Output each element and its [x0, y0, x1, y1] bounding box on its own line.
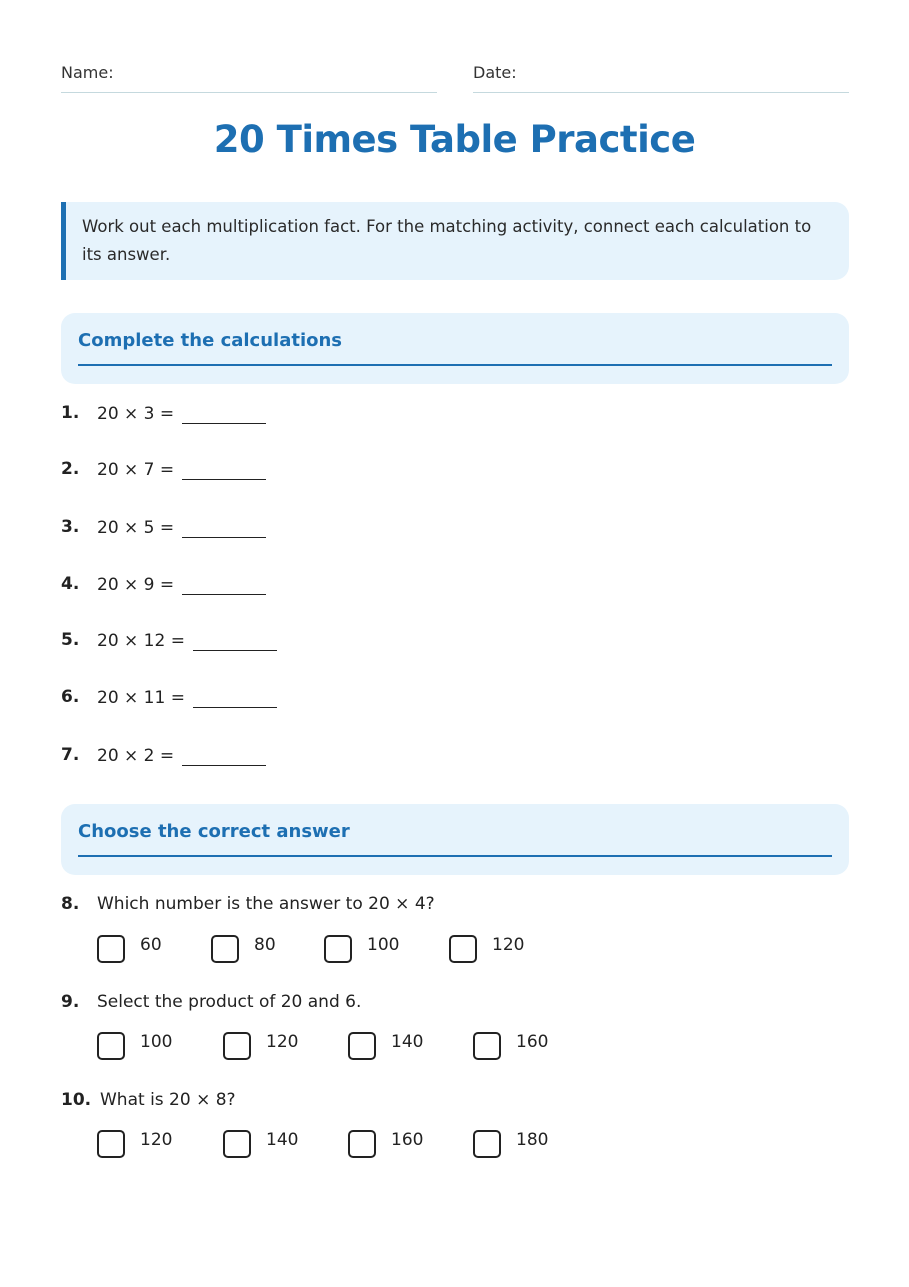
- section-choose-answer: [61, 804, 849, 875]
- question-item: [61, 992, 361, 1012]
- calculation-expression: 20 × 5 =: [97, 518, 175, 538]
- answer-blank[interactable]: [193, 630, 277, 651]
- checkbox-icon[interactable]: [223, 1032, 251, 1060]
- instructions-box: [61, 202, 849, 280]
- section-divider: [78, 855, 832, 857]
- section-heading: Complete the calculations: [78, 330, 343, 351]
- checkbox-icon[interactable]: [223, 1130, 251, 1158]
- option-label: 160: [516, 1032, 549, 1052]
- checkbox-icon[interactable]: [473, 1130, 501, 1158]
- checkbox-icon[interactable]: [97, 1032, 125, 1060]
- item-number: 10.: [61, 1090, 92, 1110]
- name-field[interactable]: [61, 62, 437, 93]
- option-label: 120: [140, 1130, 173, 1150]
- page-title: 20 Times Table Practice: [213, 118, 696, 161]
- section-heading: Choose the correct answer: [78, 821, 350, 842]
- calculation-expression: 20 × 2 =: [97, 746, 175, 766]
- item-number: 5.: [61, 630, 80, 650]
- item-number: 9.: [61, 992, 80, 1012]
- calculation-expression: 20 × 7 =: [97, 460, 175, 480]
- checkbox-icon[interactable]: [449, 935, 477, 963]
- checkbox-icon[interactable]: [97, 1130, 125, 1158]
- option-label: 120: [492, 935, 525, 955]
- question-text: What is 20 × 8?: [100, 1090, 236, 1110]
- student-info: [61, 62, 849, 92]
- item-number: 3.: [61, 517, 80, 537]
- item-number: 2.: [61, 459, 80, 479]
- answer-blank[interactable]: [182, 574, 266, 595]
- question-item: [61, 1090, 236, 1110]
- item-number: 6.: [61, 687, 80, 707]
- question-text: Select the product of 20 and 6.: [97, 992, 362, 1012]
- instructions-text: Work out each multiplication fact. For the matching activity, connect each calculation to its answer.: [82, 217, 812, 264]
- question-item: [61, 894, 435, 914]
- answer-blank[interactable]: [182, 745, 266, 766]
- checkbox-icon[interactable]: [211, 935, 239, 963]
- calculation-expression: 20 × 3 =: [97, 404, 175, 424]
- answer-blank[interactable]: [182, 517, 266, 538]
- option-label: 140: [266, 1130, 299, 1150]
- date-field[interactable]: [473, 62, 849, 93]
- date-label: Date:: [473, 63, 517, 82]
- calculation-expression: 20 × 11 =: [97, 688, 185, 708]
- option-label: 160: [391, 1130, 424, 1150]
- option-label: 140: [391, 1032, 424, 1052]
- question-text: Which number is the answer to 20 × 4?: [97, 894, 435, 914]
- checkbox-icon[interactable]: [348, 1032, 376, 1060]
- item-number: 8.: [61, 894, 80, 914]
- section-divider: [78, 364, 832, 366]
- item-number: 4.: [61, 574, 80, 594]
- item-number: 1.: [61, 403, 80, 423]
- answer-blank[interactable]: [182, 459, 266, 480]
- answer-blank[interactable]: [182, 403, 266, 424]
- option-label: 80: [254, 935, 276, 955]
- checkbox-icon[interactable]: [97, 935, 125, 963]
- option-label: 60: [140, 935, 162, 955]
- checkbox-icon[interactable]: [324, 935, 352, 963]
- calculation-expression: 20 × 9 =: [97, 575, 175, 595]
- answer-blank[interactable]: [193, 687, 277, 708]
- option-label: 100: [140, 1032, 173, 1052]
- item-number: 7.: [61, 745, 80, 765]
- option-label: 100: [367, 935, 400, 955]
- option-label: 120: [266, 1032, 299, 1052]
- option-label: 180: [516, 1130, 549, 1150]
- calculation-expression: 20 × 12 =: [97, 631, 185, 651]
- checkbox-icon[interactable]: [473, 1032, 501, 1060]
- checkbox-icon[interactable]: [348, 1130, 376, 1158]
- name-label: Name:: [61, 63, 114, 82]
- section-complete-calculations: [61, 313, 849, 384]
